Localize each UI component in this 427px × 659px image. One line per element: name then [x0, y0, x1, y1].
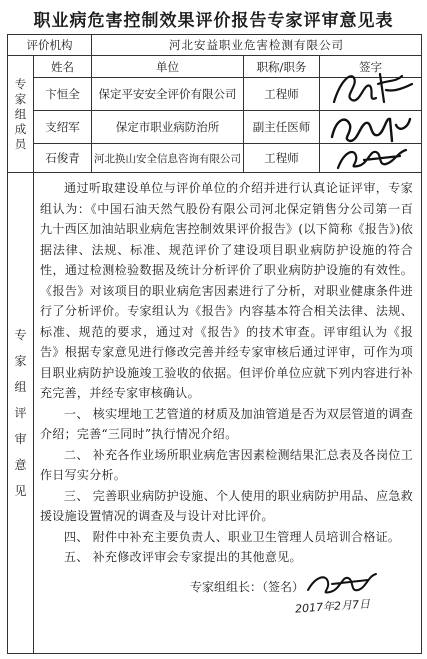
org-label: 评价机构 [8, 35, 92, 56]
header-unit: 单位 [92, 56, 244, 78]
page-title: 职业病危害控制效果评价报告专家评审意见表 [33, 11, 394, 31]
header-name: 姓名 [34, 56, 92, 78]
opinion-item: 五、 补充修改评审会专家提出的其他意见。 [64, 550, 302, 564]
leader-signature-image [302, 568, 382, 598]
opinion-item: 一、 核实埋地工艺管道的材质及加油管道是否为双层管道的调查介绍；完善“三同时”执行情况介绍。 [40, 406, 414, 441]
opinion-section-label: 专 家 组 评 审 意 见 [8, 173, 34, 654]
header-title: 职称/职务 [244, 56, 320, 78]
member-title: 副主任医师 [244, 111, 320, 144]
opinion-item: 四、 附件中补充主要负责人、职业卫生管理人员培训合格证。 [64, 529, 401, 544]
member-signature [320, 111, 422, 144]
review-form-table [7, 34, 422, 654]
opinion-paragraph: 通过听取建设单位与评价单位的介绍并进行认真论证评审，专家组认为：《中国石油天然气股份有限公司河北保定销售分公司第一百九十西区加油站职业病危害控制效果评价报告》(以下简称《报告》)依据法律、法规、标准、规范评价了建设项目职业病防护设施的符合性，通过检测检验数据及统计分析评价了职业病防护设施的有效性。《报告》对该项目的职业病危害因素进行了分析，对职业健康条件进行了分析评价。专家组认为《报告》内容基本符合相关法律、法规、标准、规范的要求，通过对《报告》的技术审查。评审组认为《报告》根据专家意见进行修改完善并经专家审核后通过评审，可作为项目职业病防护设施竣工验收的依据。但评价单位应就下列内容进行补充完善，并经专家审核确认。 [40, 181, 414, 400]
org-row [8, 35, 422, 56]
members-section-label: 专 家 组 成 员 [8, 56, 34, 173]
member-signature [320, 144, 422, 173]
handwritten-date: 2017年2月7日 [294, 596, 371, 616]
member-unit: 河北换山安全信息咨询有限公司 [92, 144, 244, 173]
opinion-item: 三、 完善职业病防护设施、个人使用的职业病防护用品、应急救援设施设置情况的调查及与设计对比评价。 [40, 488, 414, 523]
signature-image [324, 62, 420, 112]
member-title: 工程师 [244, 78, 320, 111]
signature-image [324, 142, 420, 174]
table-row [8, 78, 422, 111]
signature-image [324, 107, 420, 147]
member-unit: 保定平安安全评价有限公司 [92, 78, 244, 111]
header-sign: 签字 [320, 56, 422, 78]
org-value: 河北安益职业危害检测有限公司 [92, 35, 422, 56]
member-name: 卞恒全 [34, 78, 92, 111]
member-signature [320, 78, 422, 111]
opinion-content [34, 173, 422, 654]
member-name: 石俊青 [34, 144, 92, 173]
member-name: 支绍军 [34, 111, 92, 144]
leader-label: 专家组组长：（签名） [190, 579, 305, 594]
member-unit: 保定市职业病防治所 [92, 111, 244, 144]
table-row [8, 144, 422, 173]
table-row [8, 111, 422, 144]
opinion-row [8, 173, 422, 654]
member-title: 工程师 [244, 144, 320, 173]
opinion-item: 二、 补充各作业场所职业病危害因素检测结果汇总表及各岗位工作日写实分析。 [40, 447, 414, 482]
leader-signature-area [40, 572, 413, 616]
